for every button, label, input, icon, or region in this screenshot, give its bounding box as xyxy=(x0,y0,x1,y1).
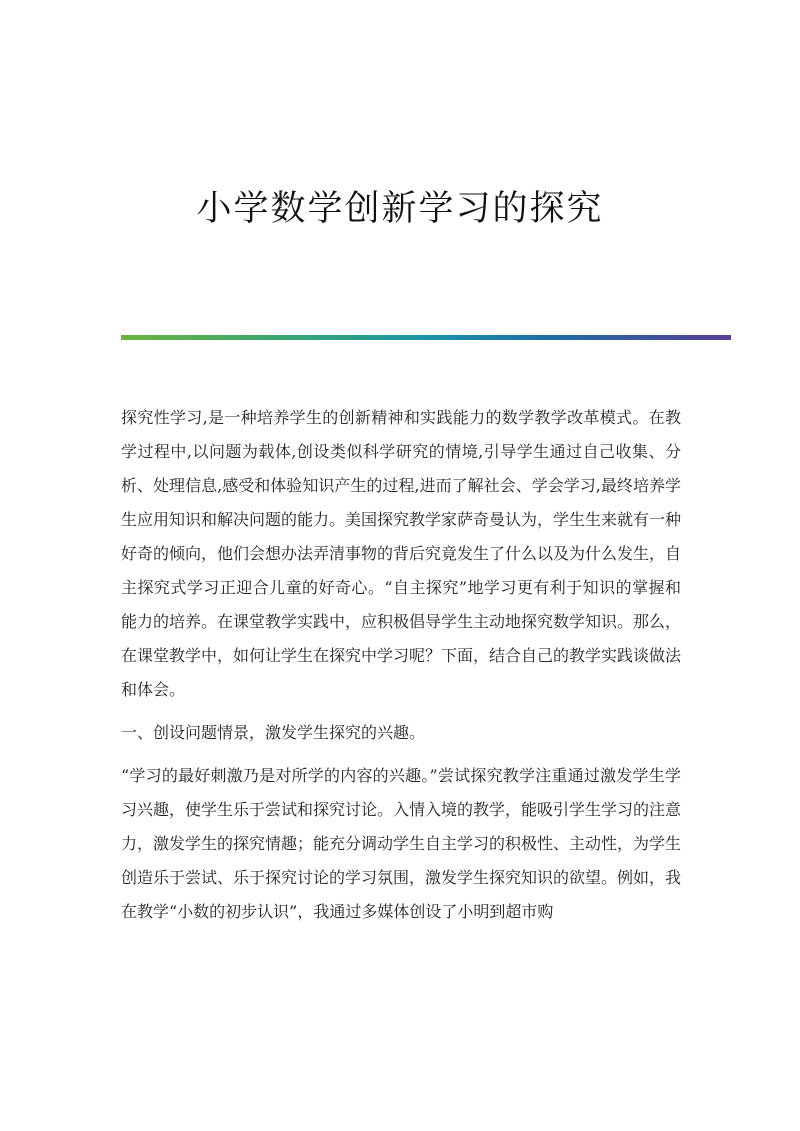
paragraph-section-1: “学习的最好刺激乃是对所学的内容的兴趣。”尝试探究教学注重通过激发学生学习兴趣，使学生乐于尝试和探究讨论。入情入境的教学，能吸引学生学习的注意力，激发学生的探究情趣；能充分调动学生自主学习的积极性、主动性，为学生创造乐于尝试、乐于探究讨论的学习氛围，激发学生探究知识的欲望。例如，我在教学“小数的初步认识”，我通过多媒体创设了小明到超市购 xyxy=(121,766,682,921)
section-heading-1: 一、创设问题情景，激发学生探究的兴趣。 xyxy=(121,723,426,742)
title-divider-line xyxy=(121,335,731,340)
paragraph-intro: 探究性学习,是一种培养学生的创新精神和实践能力的数学教学改革模式。在教学过程中,以问题为载体,创设类似科学研究的情境,引导学生通过自己收集、分析、处理信息,感受和体验知识产生的过程,进而了解社会、学会学习,最终培养学生应用知识和解决问题的能力。美国探究教学家萨奇曼认为，学生生来就有一种好奇的倾向，他们会想办法弄清事物的背后究竟发生了什么以及为什么发生，自主探究式学习正迎合儿童的好奇心。“自主探究”地学习更有利于知识的掌握和能力的培养。在课堂教学实践中，应积极倡导学生主动地探究数学知识。那么，在课堂教学中，如何让学生在探究中学习呢？下面，结合自己的教学实践谈做法和体会。 xyxy=(121,408,682,699)
document-body xyxy=(121,401,681,929)
document-title: 小学数学创新学习的探究 xyxy=(196,189,604,229)
